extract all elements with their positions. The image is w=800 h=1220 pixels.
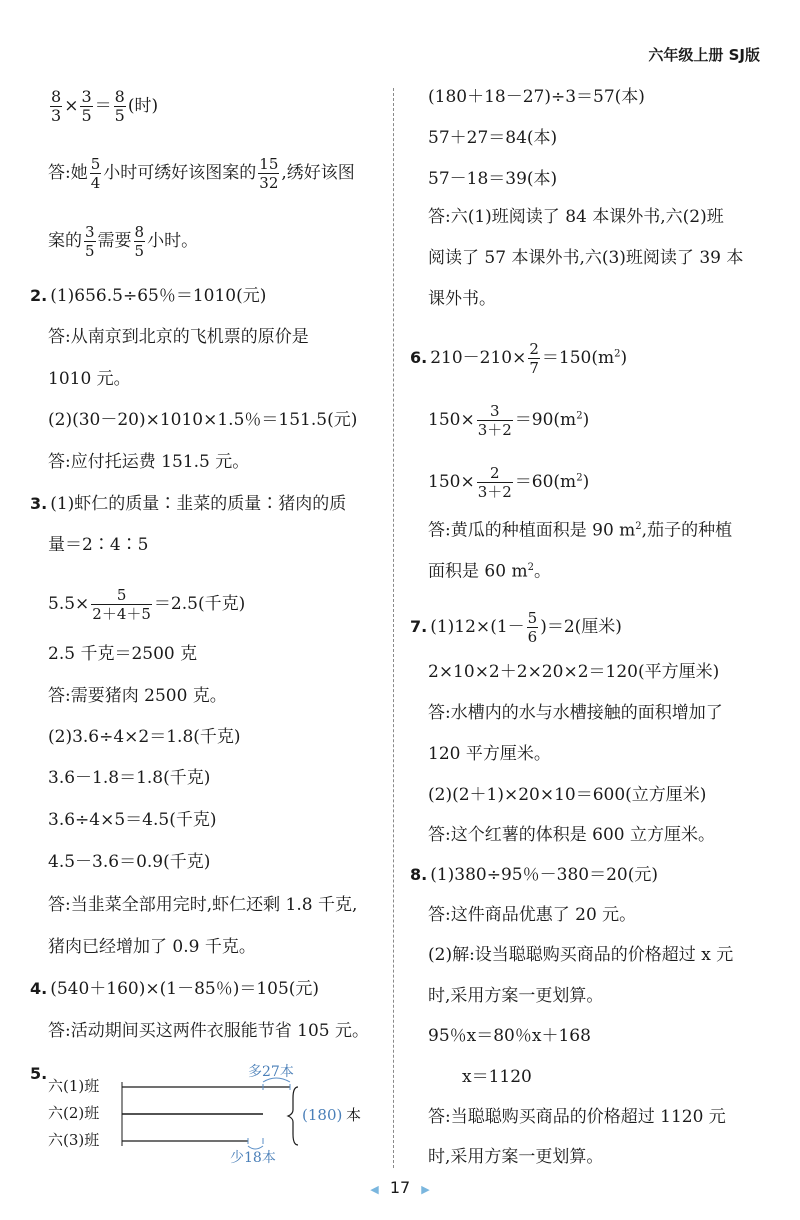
prev-arrow-icon: ◀ <box>370 1183 379 1196</box>
text-line: 时,采用方案一更划算。 <box>428 1147 604 1167</box>
text-line: 1010 元。 <box>48 369 131 389</box>
diagram-less-label: 少18本 <box>230 1150 276 1166</box>
text-line: 答:当韭菜全部用完时,虾仁还剩 1.8 千克, <box>48 895 358 915</box>
text-line: 阅读了 57 本课外书,六(3)班阅读了 39 本 <box>428 248 744 268</box>
text-line: (180＋18－27)÷3＝57(本) <box>428 87 645 107</box>
diagram-unit-label: 本 <box>346 1106 362 1124</box>
text-line: 答:六(1)班阅读了 84 本课外书,六(2)班 <box>428 207 724 227</box>
answer-line: 答:她 $\frac{5}{4}$ 小时可绣好该图案的 $\frac{15}{32}$ ,绣好该图 <box>48 155 355 192</box>
text-line: 57＋27＝84(本) <box>428 128 558 148</box>
question-8: 8. (1)380÷95％－380＝20(元) <box>410 865 658 885</box>
column-divider <box>393 88 394 1168</box>
text-line: 时,采用方案一更划算。 <box>428 986 604 1006</box>
text-line: (2)解:设当聪聪购买商品的价格超过 x 元 <box>428 945 734 965</box>
text-line: 57－18＝39(本) <box>428 169 558 189</box>
text-line: 2.5 千克＝2500 克 <box>48 644 198 664</box>
question-7: 7. (1)12×(1－ $\frac{5}{6}$ )＝2(厘米) <box>410 609 622 646</box>
text-line: 95％x＝80％x＋168 <box>428 1026 591 1046</box>
question-5: 5. <box>30 1064 48 1083</box>
diagram-label-class2: 六(2)班 <box>48 1104 100 1122</box>
text-line: 答:应付托运费 151.5 元。 <box>48 452 250 472</box>
next-arrow-icon: ▶ <box>421 1183 430 1196</box>
text-line: 答:当聪聪购买商品的价格超过 1120 元 <box>428 1107 726 1127</box>
equation-line: $\frac{8}{3}$ × $\frac{3}{5}$ ＝ $\frac{8}{5}$ (时) <box>51 87 159 125</box>
text-line: 答:需要猪肉 2500 克。 <box>48 686 227 706</box>
text-line: (2)3.6÷4×2＝1.8(千克) <box>48 727 241 747</box>
text-line: 3.6÷4×5＝4.5(千克) <box>48 810 217 830</box>
diagram-more-label: 多27本 <box>248 1064 294 1080</box>
diagram-total-label: (180) <box>302 1106 343 1124</box>
answer-line: 案的 $\frac{3}{5}$ 需要 $\frac{8}{5}$ 小时。 <box>48 223 199 260</box>
text-line: 课外书。 <box>428 289 496 309</box>
text-line: 答:活动期间买这两件衣服能节省 105 元。 <box>48 1021 369 1041</box>
question-2: 2. (1)656.5÷65％＝1010(元) <box>30 286 267 306</box>
text-line: 答:从南京到北京的飞机票的原价是 <box>48 327 309 347</box>
diagram-label-class3: 六(3)班 <box>48 1131 100 1149</box>
text-line: (2)(2＋1)×20×10＝600(立方厘米) <box>428 785 707 805</box>
text-line: 3.6－1.8＝1.8(千克) <box>48 768 211 788</box>
text-line: 答:这件商品优惠了 20 元。 <box>428 905 637 925</box>
page-number: 17 <box>389 1178 411 1197</box>
line-segment-diagram <box>30 1062 390 1167</box>
text-line: 量＝2∶4∶5 <box>48 535 149 555</box>
text-line: x＝1120 <box>462 1067 532 1087</box>
text-line: 猪肉已经增加了 0.9 千克。 <box>48 937 256 957</box>
text-line: 答:这个红薯的体积是 600 立方厘米。 <box>428 825 715 845</box>
text-line: 答:黄瓜的种植面积是 90 $m^2$,茄子的种植 <box>428 520 733 541</box>
question-3: 3. (1)虾仁的质量∶韭菜的质量∶猪肉的质 <box>30 494 347 514</box>
equation-line: 150× $\frac{2}{3+2}$ $=60(m^2)$ <box>428 464 590 501</box>
text-line: 120 平方厘米。 <box>428 744 551 764</box>
question-4: 4. (540＋160)×(1－85％)＝105(元) <box>30 979 320 999</box>
text-line: 4.5－3.6＝0.9(千克) <box>48 852 211 872</box>
text-line: (2)(30－20)×1010×1.5％＝151.5(元) <box>48 410 358 430</box>
page-footer <box>0 1178 800 1197</box>
text-line: 2×10×2＋2×20×2＝120(平方厘米) <box>428 662 720 682</box>
page-header: 六年级上册 SJ版 <box>648 46 760 64</box>
equation-line: 5.5× $\frac{5}{2+4+5}$ ＝2.5(千克) <box>48 586 246 623</box>
equation-line: 150× $\frac{3}{3+2}$ $=90(m^2)$ <box>428 402 590 439</box>
diagram-label-class1: 六(1)班 <box>48 1077 100 1095</box>
question-6: 6. 210－210× $\frac{2}{7}$ $=150(m^2)$ <box>410 340 628 377</box>
text-line: 面积是 60 $m^2$。 <box>428 561 551 582</box>
text-line: 答:水槽内的水与水槽接触的面积增加了 <box>428 703 723 723</box>
